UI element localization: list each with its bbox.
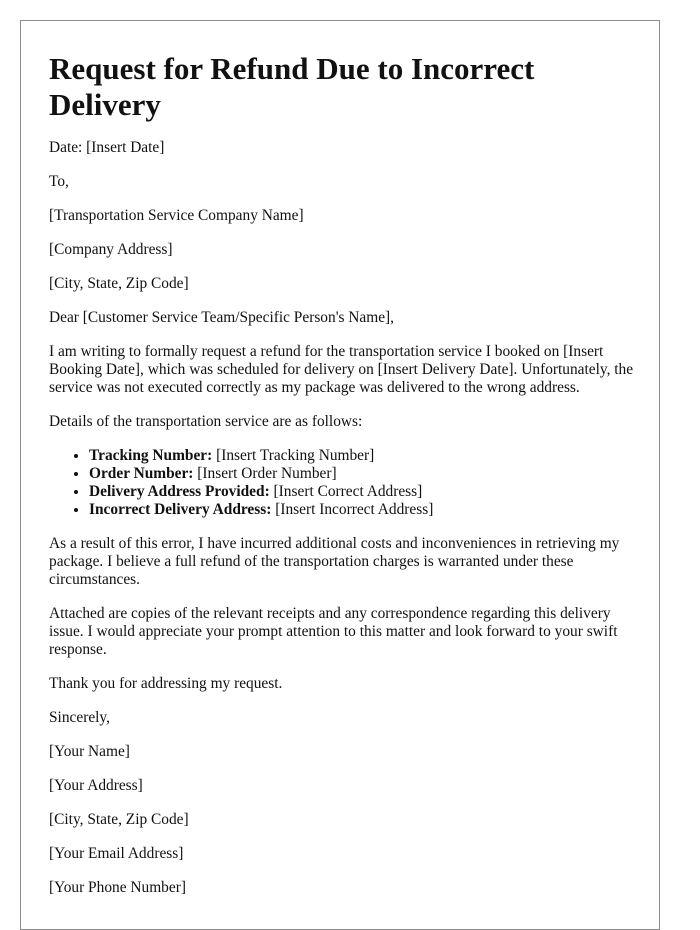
date-line: Date: [Insert Date] <box>49 139 165 156</box>
sender-name: [Your Name] <box>49 743 130 760</box>
to-line: To, <box>49 173 69 190</box>
details-item-provided-address <box>89 483 639 501</box>
details-label: Order Number: <box>89 465 194 482</box>
recipient-company: [Transportation Service Company Name] <box>49 207 304 224</box>
sender-address: [Your Address] <box>49 777 143 794</box>
details-intro: Details of the transportation service are as follows: <box>49 413 363 430</box>
paragraph-attached: Attached are copies of the relevant receipts and any correspondence regarding this delivery issue. I would appreciate your prompt attention to this matter and look forward to your swift response. <box>49 605 618 658</box>
details-label: Delivery Address Provided: <box>89 483 270 500</box>
letter-content <box>49 51 639 913</box>
details-value: [Insert Tracking Number] <box>212 447 375 464</box>
sender-email: [Your Email Address] <box>49 845 184 862</box>
recipient-address: [Company Address] <box>49 241 173 258</box>
thanks-line: Thank you for addressing my request. <box>49 675 283 692</box>
sender-city-state-zip: [City, State, Zip Code] <box>49 811 189 828</box>
details-label: Tracking Number: <box>89 447 213 464</box>
sender-phone: [Your Phone Number] <box>49 879 186 896</box>
details-value: [Insert Order Number] <box>193 465 337 482</box>
details-value: [Insert Correct Address] <box>269 483 423 500</box>
closing-line: Sincerely, <box>49 709 110 726</box>
paragraph-intro: I am writing to formally request a refund for the transportation service I booked on [Insert Booking Date], which was scheduled for delivery on [Insert Delivery Date]. Unfortunately, the service was not executed correctly as my package was delivered to the wrong address. <box>49 343 634 396</box>
details-item-tracking <box>89 447 639 465</box>
letter-page <box>20 20 660 930</box>
details-item-order <box>89 465 639 483</box>
details-value: [Insert Incorrect Address] <box>271 501 434 518</box>
details-item-incorrect-address <box>89 501 639 519</box>
details-label: Incorrect Delivery Address: <box>89 501 272 518</box>
paragraph-result: As a result of this error, I have incurred additional costs and inconveniences in retrieving my package. I believe a full refund of the transportation charges is warranted under these circumstances. <box>49 535 620 588</box>
letter-title: Request for Refund Due to Incorrect Delivery <box>49 51 535 122</box>
recipient-city-state-zip: [City, State, Zip Code] <box>49 275 189 292</box>
details-list <box>49 447 639 519</box>
salutation: Dear [Customer Service Team/Specific Person's Name], <box>49 309 395 326</box>
